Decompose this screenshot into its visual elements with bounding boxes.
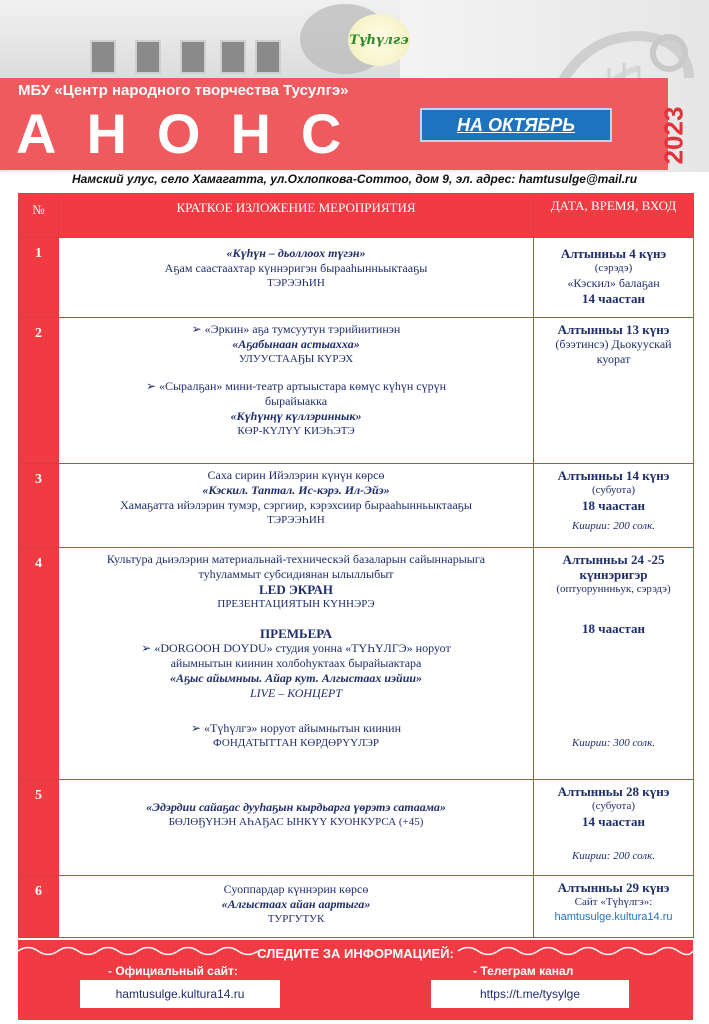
event-date	[534, 318, 694, 464]
telegram-label: - Телеграм канал	[473, 964, 574, 978]
event-title: «Күһүн – дьоллоох түгэн»	[226, 246, 366, 260]
table-row	[19, 876, 694, 938]
event-text: ТУРГУТУК	[267, 913, 325, 925]
time-text: 14 чаастан	[582, 291, 645, 306]
entry-price: Киирии: 200 солк.	[572, 850, 655, 862]
event-text: Хамаҕатта ийэлэрин тумэр, сэргиир, кэрэхсиир бырааһынньыктааҕы	[120, 498, 472, 512]
event-date	[534, 876, 694, 938]
event-text: Суоппардар күннэрин көрсө	[223, 882, 369, 896]
event-title: «Аҕыс айымныы. Айар кут. Алгыстаах иэйии»	[169, 671, 423, 685]
event-text: Саха сирин Ийэлэрин күнүн көрсө	[207, 468, 385, 482]
event-title: «Күһүнңү күллэриннык»	[230, 409, 362, 423]
address-line: Намский улус, село Хамагатта, ул.Охлопкова-Соттоо, дом 9, эл. адрес: hamtusulge@mail.ru	[71, 172, 638, 186]
logo-text: Тұһүлгэ	[349, 32, 409, 48]
event-date	[534, 464, 694, 548]
entry-price: Киирии: 200 солк.	[572, 520, 655, 532]
row-number: 3	[19, 464, 59, 548]
time-text: 14 чаастан	[582, 814, 645, 829]
event-text: КӨР-КҮЛҮҮ КИЭҺЭТЭ	[237, 425, 355, 437]
event-description	[59, 548, 534, 780]
event-text: ➢ «Түһүлгэ» норуот айымнытын киинин	[190, 721, 402, 735]
header-banner	[0, 0, 709, 172]
row-number: 1	[19, 238, 59, 318]
table-row	[19, 464, 694, 548]
site-caption: Сайт «Түһүлгэ»:	[574, 896, 653, 908]
event-description	[59, 780, 534, 876]
date-text: Алтынньы 13 күнэ	[557, 322, 670, 337]
year-label: 2023	[658, 106, 689, 164]
organization-name: МБУ «Центр народного творчества Тусулгэ»	[18, 82, 349, 99]
column-header-description: КРАТКОЕ ИЗЛОЖЕНИЕ МЕРОПРИЯТИЯ	[59, 194, 534, 238]
event-description	[59, 876, 534, 938]
event-description	[59, 464, 534, 548]
event-title: LED ЭКРАН	[258, 582, 333, 597]
event-title: «Алгыстаах айан аартыга»	[221, 897, 371, 911]
table-row	[19, 548, 694, 780]
weekday-text: (оптуоруннньук, сэрэдэ)	[556, 583, 671, 595]
month-badge	[420, 108, 612, 142]
official-site-link[interactable]: hamtusulge.kultura14.ru	[80, 980, 280, 1008]
weekday-text: (сэрэдэ)	[594, 262, 633, 274]
event-text: БӨЛӨҔҮНЭН АҺАҔАС ЫНКҮҮ КУОНКУРСА (+45)	[168, 816, 424, 828]
time-text: 18 чаастан	[582, 621, 645, 636]
events-table	[18, 193, 694, 938]
entry-price: Киирии: 300 солк.	[572, 737, 655, 749]
weekday-text: (субуота)	[591, 484, 635, 496]
row-number: 2	[19, 318, 59, 464]
event-date	[534, 238, 694, 318]
building-photo	[0, 0, 400, 90]
venue-text: «Кэскил» балаҕан	[567, 276, 660, 290]
date-text: Алтынньы 28 күнэ	[557, 784, 670, 799]
table-row	[19, 318, 694, 464]
event-description	[59, 238, 534, 318]
event-text: ФОНДАТЫТТАН КӨРДӨРҮҮЛЭР	[213, 737, 379, 749]
month-label: НА ОКТЯБРЬ	[457, 114, 575, 135]
event-date	[534, 548, 694, 780]
table-row	[19, 238, 694, 318]
event-text: LIVE – КОНЦЕРТ	[249, 686, 343, 700]
row-number: 5	[19, 780, 59, 876]
date-text: Алтынньы 4 күнэ	[560, 246, 667, 261]
event-text: ➢ «Эркин» аҕа тумсуутун тэрийиитинэн	[191, 322, 401, 336]
column-header-number: №	[19, 194, 59, 238]
weekday-text: (бээтинсэ)	[555, 337, 609, 351]
time-text: 18 чаастан	[582, 498, 645, 513]
row-number: 4	[19, 548, 59, 780]
page-title: АНОНС	[16, 102, 372, 165]
table-header-row	[19, 194, 694, 238]
date-text: Алтынньы 24 -25 күннэригэр	[562, 552, 665, 582]
event-title: «Кэскил. Таптал. Ис-кэрэ. Ил-Эйэ»	[202, 483, 390, 497]
premiere-label: ПРЕМЬЕРА	[260, 626, 332, 641]
site-label: - Официальный сайт:	[108, 964, 238, 978]
organization-logo	[348, 14, 410, 66]
date-text: Алтынньы 14 күнэ	[557, 468, 670, 483]
event-date	[534, 780, 694, 876]
footer-panel	[18, 940, 693, 1020]
event-text: Аҕам саастаахтар күннэригэн бырааһынньыктааҕы	[164, 261, 428, 275]
table-row	[19, 780, 694, 876]
venue-text: Дьокуускай куорат	[596, 337, 672, 366]
website-link[interactable]: hamtusulge.kultura14.ru	[554, 911, 673, 923]
event-text: ПРЕЗЕНТАЦИЯТЫН КҮННЭРЭ	[217, 598, 375, 610]
date-text: Алтынньы 29 күнэ	[557, 880, 670, 895]
event-text: УЛУУСТААҔЫ КҮРЭХ	[238, 353, 354, 365]
weekday-text: (субуота)	[591, 800, 635, 812]
telegram-link[interactable]: https://t.me/tysylge	[431, 980, 629, 1008]
row-number: 6	[19, 876, 59, 938]
event-text: ТЭРЭЭҺИН	[267, 514, 325, 526]
event-title: «Аҕабынаан астыахха»	[232, 337, 360, 351]
event-text: ➢ «DORGOOH DOYDU» студия уонна «ТҮҺҮЛГЭ» норуот айымнытын киинин холбоһуктаах бырайыактара	[141, 641, 451, 670]
event-text: ТЭРЭЭҺИН	[267, 277, 325, 289]
follow-heading: СЛЕДИТЕ ЗА ИНФОРМАЦИЕЙ:	[257, 946, 454, 961]
event-text: Культура дьиэлэрин материальнай-техническэй базаларын сайыннарыыга туһуламмыт субсидиянан ылыллыбыт	[106, 552, 486, 581]
event-description	[59, 318, 534, 464]
column-header-date: ДАТА, ВРЕМЯ, ВХОД	[534, 194, 694, 238]
event-text: ➢ «Сыралҕан» мини-театр артыыстара көмүс күһүн сүрүн бырайыакка	[145, 379, 447, 408]
event-title: «Эдэрдии сайаҕас дууһаҕын кырдьарга үөрэтэ сатаама»	[146, 800, 446, 814]
